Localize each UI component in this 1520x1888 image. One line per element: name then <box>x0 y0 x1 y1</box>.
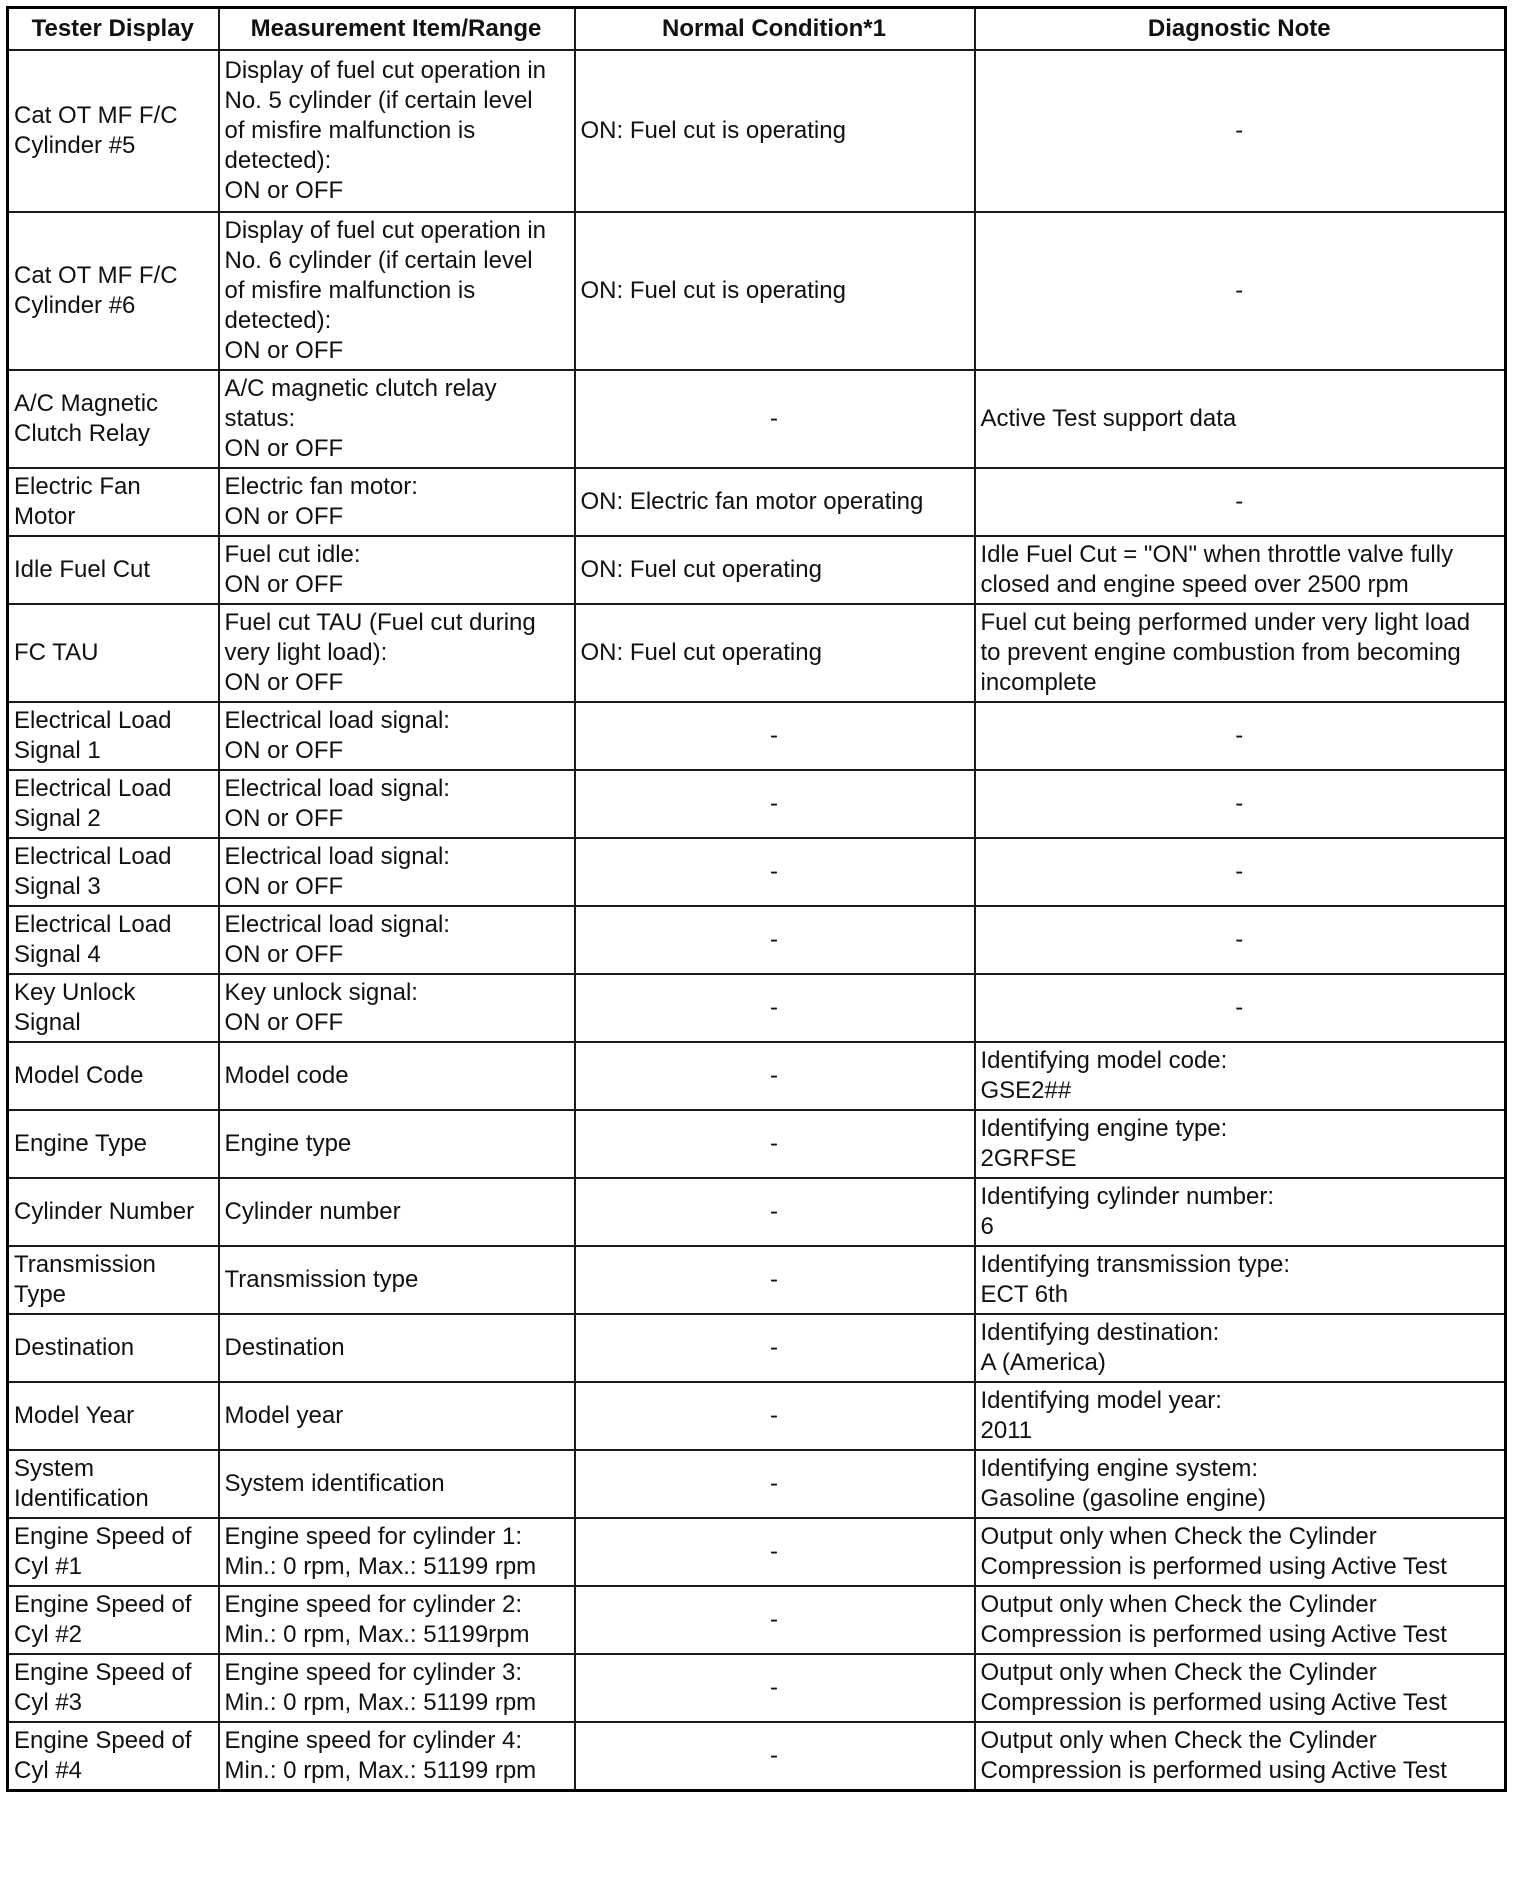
cell-normal-condition: - <box>575 1382 975 1450</box>
cell-diagnostic-note: Identifying engine system: Gasoline (gasoline engine) <box>975 1450 1506 1518</box>
cell-normal-condition: - <box>575 770 975 838</box>
cell-tester-display: Destination <box>8 1314 219 1382</box>
cell-tester-display: Engine Speed of Cyl #1 <box>8 1518 219 1586</box>
cell-diagnostic-note: - <box>975 906 1506 974</box>
data-list-table <box>6 6 1507 1792</box>
cell-tester-display: Key Unlock Signal <box>8 974 219 1042</box>
table-row <box>8 838 1506 906</box>
cell-normal-condition: - <box>575 974 975 1042</box>
cell-normal-condition: - <box>575 1246 975 1314</box>
cell-measurement: Cylinder number <box>219 1178 575 1246</box>
cell-measurement: Engine speed for cylinder 2: Min.: 0 rpm, Max.: 51199rpm <box>219 1586 575 1654</box>
cell-tester-display: System Identification <box>8 1450 219 1518</box>
cell-diagnostic-note: - <box>975 212 1506 370</box>
table-row <box>8 1314 1506 1382</box>
table-row <box>8 1246 1506 1314</box>
cell-normal-condition: - <box>575 1518 975 1586</box>
cell-tester-display: Transmission Type <box>8 1246 219 1314</box>
cell-measurement: Model code <box>219 1042 575 1110</box>
table-header <box>8 8 1506 51</box>
table-body <box>8 50 1506 1791</box>
table-row <box>8 1450 1506 1518</box>
cell-normal-condition: - <box>575 1450 975 1518</box>
cell-tester-display: Idle Fuel Cut <box>8 536 219 604</box>
cell-measurement: Electrical load signal: ON or OFF <box>219 838 575 906</box>
cell-measurement: Engine speed for cylinder 4: Min.: 0 rpm, Max.: 51199 rpm <box>219 1722 575 1791</box>
cell-diagnostic-note: - <box>975 702 1506 770</box>
cell-diagnostic-note: Output only when Check the Cylinder Compression is performed using Active Test <box>975 1722 1506 1791</box>
cell-normal-condition: - <box>575 1722 975 1791</box>
cell-tester-display: Electrical Load Signal 2 <box>8 770 219 838</box>
cell-measurement: Model year <box>219 1382 575 1450</box>
table-row <box>8 1586 1506 1654</box>
cell-tester-display: Cylinder Number <box>8 1178 219 1246</box>
cell-measurement: A/C magnetic clutch relay status: ON or OFF <box>219 370 575 468</box>
cell-diagnostic-note: Output only when Check the Cylinder Compression is performed using Active Test <box>975 1586 1506 1654</box>
document-sheet <box>6 6 1504 1792</box>
cell-measurement: Engine speed for cylinder 1: Min.: 0 rpm, Max.: 51199 rpm <box>219 1518 575 1586</box>
cell-tester-display: Electric Fan Motor <box>8 468 219 536</box>
cell-tester-display: Engine Speed of Cyl #2 <box>8 1586 219 1654</box>
cell-diagnostic-note: Identifying transmission type: ECT 6th <box>975 1246 1506 1314</box>
cell-diagnostic-note: Identifying cylinder number: 6 <box>975 1178 1506 1246</box>
cell-measurement: System identification <box>219 1450 575 1518</box>
cell-diagnostic-note: Identifying model year: 2011 <box>975 1382 1506 1450</box>
cell-measurement: Display of fuel cut operation in No. 6 cylinder (if certain level of misfire malfunction is detected): ON or OFF <box>219 212 575 370</box>
cell-normal-condition: - <box>575 838 975 906</box>
cell-diagnostic-note: Identifying engine type: 2GRFSE <box>975 1110 1506 1178</box>
cell-normal-condition: - <box>575 1110 975 1178</box>
cell-diagnostic-note: Idle Fuel Cut = "ON" when throttle valve fully closed and engine speed over 2500 rpm <box>975 536 1506 604</box>
header-diagnostic-note: Diagnostic Note <box>975 8 1506 51</box>
cell-diagnostic-note: - <box>975 974 1506 1042</box>
cell-tester-display: Engine Speed of Cyl #3 <box>8 1654 219 1722</box>
cell-measurement: Engine speed for cylinder 3: Min.: 0 rpm, Max.: 51199 rpm <box>219 1654 575 1722</box>
table-row <box>8 212 1506 370</box>
cell-measurement: Electric fan motor: ON or OFF <box>219 468 575 536</box>
table-row <box>8 1518 1506 1586</box>
cell-tester-display: A/C Magnetic Clutch Relay <box>8 370 219 468</box>
header-tester-display: Tester Display <box>8 8 219 51</box>
cell-diagnostic-note: - <box>975 770 1506 838</box>
cell-diagnostic-note: - <box>975 838 1506 906</box>
header-normal-condition: Normal Condition*1 <box>575 8 975 51</box>
cell-normal-condition: - <box>575 1178 975 1246</box>
cell-measurement: Electrical load signal: ON or OFF <box>219 702 575 770</box>
cell-measurement: Electrical load signal: ON or OFF <box>219 770 575 838</box>
cell-normal-condition: ON: Fuel cut operating <box>575 604 975 702</box>
cell-measurement: Key unlock signal: ON or OFF <box>219 974 575 1042</box>
table-row <box>8 370 1506 468</box>
cell-normal-condition: - <box>575 1586 975 1654</box>
cell-normal-condition: ON: Fuel cut is operating <box>575 212 975 370</box>
cell-tester-display: Engine Type <box>8 1110 219 1178</box>
table-row <box>8 50 1506 212</box>
cell-normal-condition: ON: Fuel cut operating <box>575 536 975 604</box>
table-row <box>8 1178 1506 1246</box>
cell-diagnostic-note: - <box>975 468 1506 536</box>
cell-measurement: Fuel cut TAU (Fuel cut during very light load): ON or OFF <box>219 604 575 702</box>
cell-tester-display: Cat OT MF F/C Cylinder #5 <box>8 50 219 212</box>
cell-diagnostic-note: Output only when Check the Cylinder Compression is performed using Active Test <box>975 1518 1506 1586</box>
cell-normal-condition: - <box>575 1654 975 1722</box>
cell-normal-condition: - <box>575 370 975 468</box>
cell-diagnostic-note: Output only when Check the Cylinder Compression is performed using Active Test <box>975 1654 1506 1722</box>
cell-measurement: Fuel cut idle: ON or OFF <box>219 536 575 604</box>
cell-diagnostic-note: Identifying model code: GSE2## <box>975 1042 1506 1110</box>
cell-normal-condition: ON: Fuel cut is operating <box>575 50 975 212</box>
table-row <box>8 1042 1506 1110</box>
table-row <box>8 1722 1506 1791</box>
cell-measurement: Electrical load signal: ON or OFF <box>219 906 575 974</box>
table-row <box>8 906 1506 974</box>
table-row <box>8 536 1506 604</box>
cell-normal-condition: - <box>575 702 975 770</box>
cell-diagnostic-note: - <box>975 50 1506 212</box>
cell-tester-display: Electrical Load Signal 3 <box>8 838 219 906</box>
cell-diagnostic-note: Fuel cut being performed under very light load to prevent engine combustion from becoming incomplete <box>975 604 1506 702</box>
table-row <box>8 770 1506 838</box>
cell-measurement: Engine type <box>219 1110 575 1178</box>
table-row <box>8 702 1506 770</box>
cell-tester-display: Model Year <box>8 1382 219 1450</box>
cell-normal-condition: - <box>575 906 975 974</box>
table-row <box>8 1382 1506 1450</box>
cell-normal-condition: ON: Electric fan motor operating <box>575 468 975 536</box>
table-row <box>8 1110 1506 1178</box>
table-row <box>8 1654 1506 1722</box>
cell-tester-display: FC TAU <box>8 604 219 702</box>
table-row <box>8 974 1506 1042</box>
cell-measurement: Destination <box>219 1314 575 1382</box>
cell-tester-display: Electrical Load Signal 4 <box>8 906 219 974</box>
cell-diagnostic-note: Identifying destination: A (America) <box>975 1314 1506 1382</box>
header-measurement-item: Measurement Item/Range <box>219 8 575 51</box>
cell-measurement: Display of fuel cut operation in No. 5 cylinder (if certain level of misfire malfunction is detected): ON or OFF <box>219 50 575 212</box>
cell-tester-display: Model Code <box>8 1042 219 1110</box>
cell-normal-condition: - <box>575 1042 975 1110</box>
table-row <box>8 468 1506 536</box>
cell-tester-display: Electrical Load Signal 1 <box>8 702 219 770</box>
header-row <box>8 8 1506 51</box>
table-row <box>8 604 1506 702</box>
cell-normal-condition: - <box>575 1314 975 1382</box>
cell-tester-display: Engine Speed of Cyl #4 <box>8 1722 219 1791</box>
cell-diagnostic-note: Active Test support data <box>975 370 1506 468</box>
cell-measurement: Transmission type <box>219 1246 575 1314</box>
cell-tester-display: Cat OT MF F/C Cylinder #6 <box>8 212 219 370</box>
